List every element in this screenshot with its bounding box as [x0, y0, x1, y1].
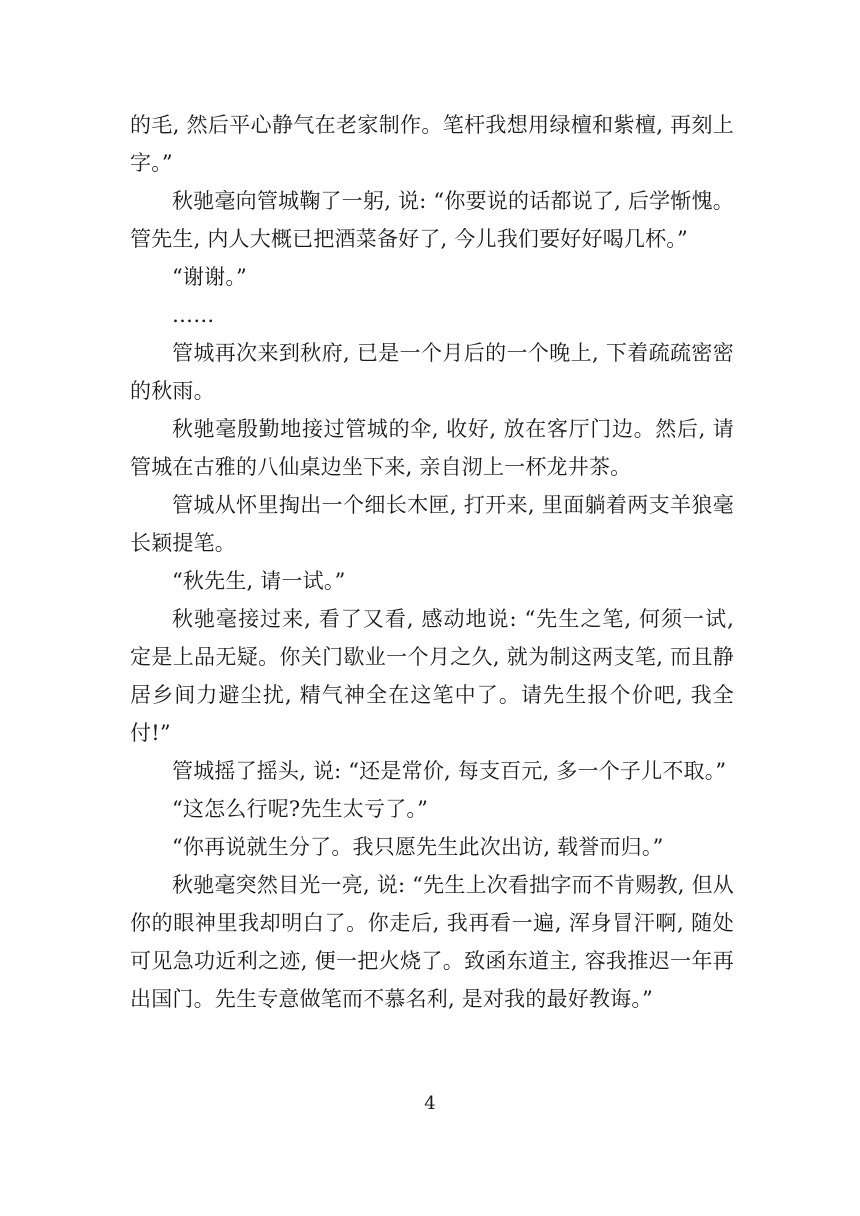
paragraph-5: 管城再次来到秋府, 已是一个月后的一个晚上, 下着疏疏密密的秋雨。 — [130, 341, 734, 403]
paragraph-1: 的毛, 然后平心静气在老家制作。笔杆我想用绿檀和紫檀, 再刻上字。” — [130, 113, 734, 175]
paragraph-9: 秋驰毫接过来, 看了又看, 感动地说: “先生之笔, 何须一试, 定是上品无疑。你关门歇业一个月之久, 就为制这两支笔, 而且静居乡间力避尘扰, 精气神全在这笔中了。请先生报个价吧, 我全付!” — [130, 607, 734, 745]
paragraph-12: “你再说就生分了。我只愿先生此次出访, 载誉而归。” — [172, 835, 664, 859]
paragraph-2: 秋驰毫向管城鞠了一躬, 说: “你要说的话都说了, 后学惭愧。管先生, 内人大概已把酒菜备好了, 今儿我们要好好喝几杯。” — [130, 189, 734, 251]
paragraph-11: “这怎么行呢?先生太亏了。” — [172, 797, 429, 821]
page-body — [130, 106, 734, 1018]
paragraph-8: “秋先生, 请一试。” — [172, 569, 346, 593]
paragraph-6: 秋驰毫殷勤地接过管城的伞, 收好, 放在客厅门边。然后, 请管城在古雅的八仙桌边坐下来, 亲自沏上一杯龙井茶。 — [130, 417, 734, 479]
paragraph-3: “谢谢。” — [172, 265, 247, 289]
paragraph-7: 管城从怀里掏出一个细长木匣, 打开来, 里面躺着两支羊狼毫长颖提笔。 — [130, 493, 734, 555]
paragraph-10: 管城摇了摇头, 说: “还是常价, 每支百元, 多一个子儿不取。” — [172, 759, 727, 783]
page-number: 4 — [424, 1093, 436, 1114]
paragraph-4-ellipsis: …… — [172, 303, 215, 327]
paragraph-13: 秋驰毫突然目光一亮, 说: “先生上次看拙字而不肯赐教, 但从你的眼神里我却明白了。你走后, 我再看一遍, 浑身冒汗啊, 随处可见急功近利之迹, 便一把火烧了。致函东道主, 容我推迟一年再出国门。先生专意做笔而不慕名利, 是对我的最好教诲。” — [130, 873, 734, 1011]
